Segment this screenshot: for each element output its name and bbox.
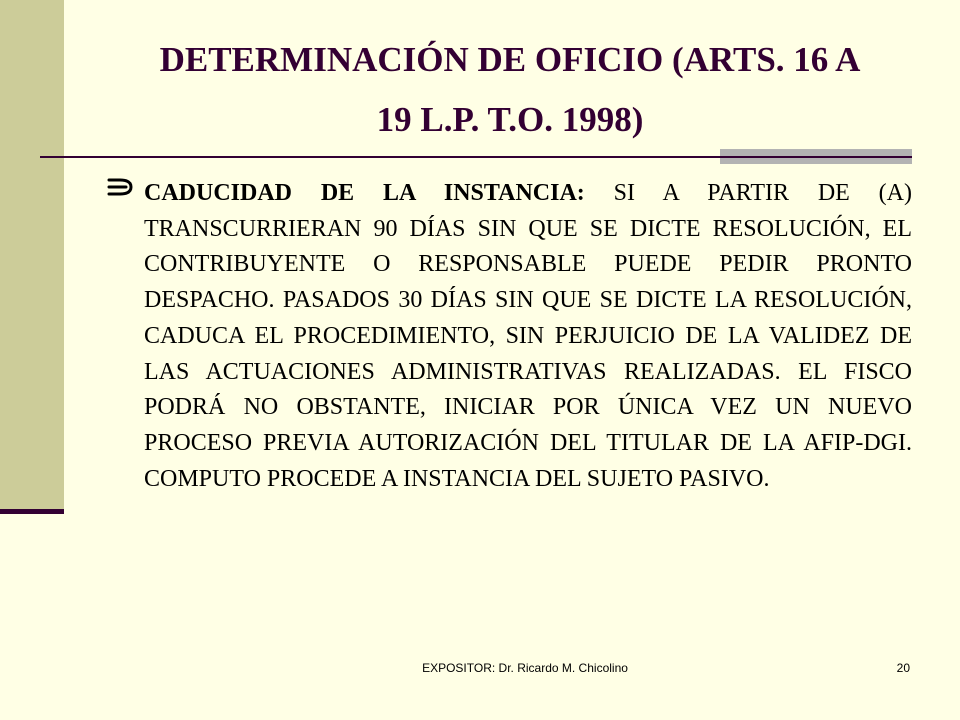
title-line-2: 19 L.P. T.O. 1998): [376, 100, 644, 139]
left-sidebar-bar: [0, 0, 64, 512]
page-number: 20: [896, 661, 910, 675]
bullet-lead: CADUCIDAD DE LA INSTANCIA:: [144, 180, 585, 206]
bullet-paragraph: [144, 176, 912, 497]
left-accent-line: [0, 509, 64, 514]
title-line-1: DETERMINACIÓN DE OFICIO (ARTS. 16 A: [159, 40, 861, 79]
slide-title: [80, 30, 940, 150]
title-divider: [40, 156, 720, 158]
arrow-bullet-icon: [106, 172, 136, 202]
footer-presenter: EXPOSITOR: Dr. Ricardo M. Chicolino: [422, 661, 628, 675]
bullet-body: SI A PARTIR DE (A) TRANSCURRIERAN 90 DÍAS SIN QUE SE DICTE RESOLUCIÓN, EL CONTRIBUYENTE O RESPONSABLE PUEDE PEDIR PRONTO DESPACHO. PASADOS 30 DÍAS SIN QUE SE DICTE LA RESOLUCIÓN, CADUCA EL PROCEDIMIENTO, SIN PERJUICIO DE LA VALIDEZ DE LAS ACTUACIONES ADMINISTRATIVAS REALIZADAS. EL FISCO PODRÁ NO OBSTANTE, INICIAR POR ÚNICA VEZ UN NUEVO PROCESO PREVIA AUTORIZACIÓN DEL TITULAR DE LA AFIP-DGI. COMPUTO PROCEDE A INSTANCIA DEL SUJETO PASIVO.: [144, 180, 912, 492]
title-divider-accent-line: [720, 156, 912, 158]
